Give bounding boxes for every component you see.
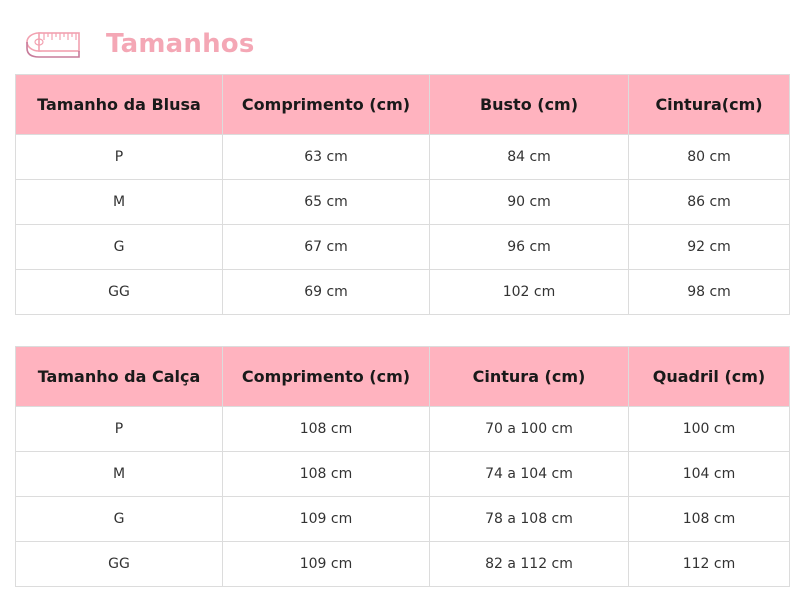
cell-length: 108 cm (223, 407, 430, 452)
page-title: Tamanhos (106, 29, 255, 59)
cell-waist: 70 a 100 cm (430, 407, 629, 452)
cell-size: G (16, 225, 223, 270)
table-row (16, 270, 790, 315)
cell-waist: 98 cm (629, 270, 790, 315)
cell-waist: 86 cm (629, 180, 790, 225)
header-waist: Cintura (cm) (430, 347, 629, 407)
cell-bust: 84 cm (430, 135, 629, 180)
cell-hip: 112 cm (629, 542, 790, 587)
cell-waist: 92 cm (629, 225, 790, 270)
measuring-tape-icon (24, 29, 82, 59)
header-length: Comprimento (cm) (223, 75, 430, 135)
cell-bust: 90 cm (430, 180, 629, 225)
cell-length: 69 cm (223, 270, 430, 315)
pants-size-table (15, 346, 790, 587)
table-header-row (16, 75, 790, 135)
cell-length: 67 cm (223, 225, 430, 270)
cell-length: 108 cm (223, 452, 430, 497)
cell-length: 109 cm (223, 542, 430, 587)
blouse-size-table (15, 74, 790, 315)
cell-size: P (16, 135, 223, 180)
cell-size: GG (16, 542, 223, 587)
cell-size: G (16, 497, 223, 542)
header-bust: Busto (cm) (430, 75, 629, 135)
cell-hip: 108 cm (629, 497, 790, 542)
cell-waist: 82 a 112 cm (430, 542, 629, 587)
cell-bust: 96 cm (430, 225, 629, 270)
table-header-row (16, 347, 790, 407)
cell-waist: 78 a 108 cm (430, 497, 629, 542)
cell-size: M (16, 452, 223, 497)
cell-bust: 102 cm (430, 270, 629, 315)
cell-length: 109 cm (223, 497, 430, 542)
cell-waist: 74 a 104 cm (430, 452, 629, 497)
header-length: Comprimento (cm) (223, 347, 430, 407)
page-header (24, 26, 255, 62)
cell-hip: 100 cm (629, 407, 790, 452)
table-row (16, 135, 790, 180)
cell-length: 63 cm (223, 135, 430, 180)
cell-size: GG (16, 270, 223, 315)
table-row (16, 407, 790, 452)
header-size: Tamanho da Calça (16, 347, 223, 407)
cell-waist: 80 cm (629, 135, 790, 180)
cell-size: M (16, 180, 223, 225)
table-row (16, 452, 790, 497)
table-row (16, 497, 790, 542)
cell-size: P (16, 407, 223, 452)
cell-length: 65 cm (223, 180, 430, 225)
table-row (16, 225, 790, 270)
table-row (16, 542, 790, 587)
header-hip: Quadril (cm) (629, 347, 790, 407)
cell-hip: 104 cm (629, 452, 790, 497)
header-waist: Cintura(cm) (629, 75, 790, 135)
header-size: Tamanho da Blusa (16, 75, 223, 135)
table-row (16, 180, 790, 225)
